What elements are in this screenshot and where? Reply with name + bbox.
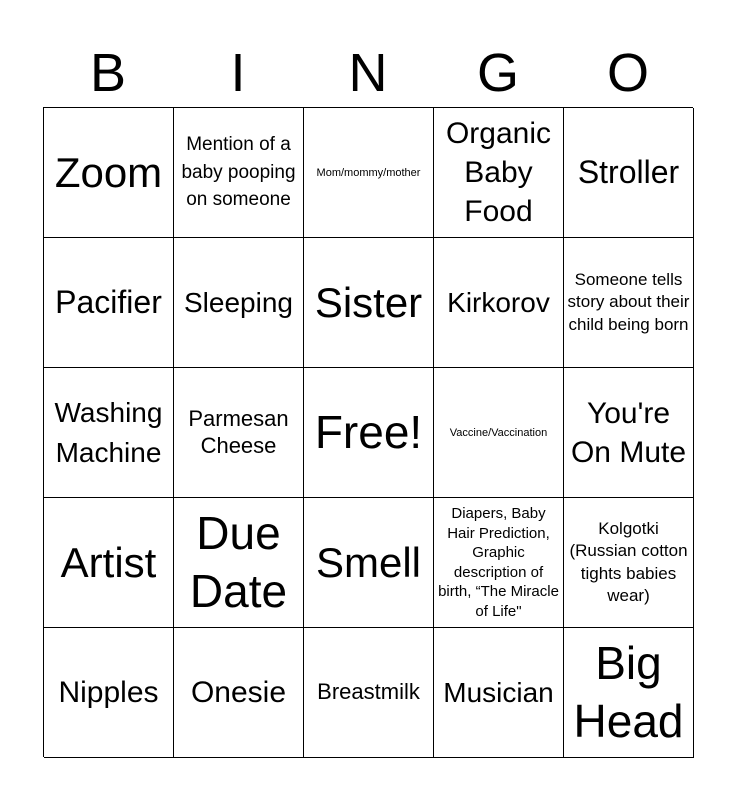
bingo-cell[interactable] [174,498,304,628]
bingo-cell[interactable] [44,108,174,238]
bingo-cell[interactable] [44,628,174,758]
cell-label: Stroller [577,154,680,190]
header-letter-n: N [348,43,388,103]
bingo-cell[interactable] [174,368,304,498]
cell-label: Kolgotki (Russian cotton tights babies wear) [569,519,688,605]
bingo-cell[interactable] [564,498,694,628]
free-space-cell[interactable] [304,368,434,498]
bingo-board [43,107,693,757]
bingo-cell[interactable] [564,368,694,498]
cell-label: Mention of a baby pooping on someone [181,134,296,211]
cell-label: Vaccine/Vaccination [449,426,548,439]
bingo-cell[interactable] [564,108,694,238]
bingo-cell[interactable] [304,498,434,628]
cell-label: Mom/mommy/mother [316,166,421,179]
bingo-cell[interactable] [304,628,434,758]
bingo-cell[interactable] [434,498,564,628]
bingo-cell[interactable] [434,108,564,238]
cell-label: Smell [315,538,422,586]
bingo-cell[interactable] [434,238,564,368]
cell-label: Sister [314,278,423,326]
cell-label: Due Date [189,507,288,617]
cell-label: Kirkorov [447,286,550,318]
header-letter-b: B [89,43,127,103]
bingo-cell[interactable] [174,108,304,238]
cell-label: Breastmilk [317,679,420,705]
bingo-cell[interactable] [434,628,564,758]
bingo-header [43,40,693,106]
cell-label: Washing Machine [54,397,163,468]
cell-label: Parmesan Cheese [188,406,289,458]
free-space-label: Free! [314,405,423,458]
cell-label: Pacifier [55,284,162,320]
cell-label: Someone tells story about their child being born [567,270,690,334]
header-letter-i: I [230,43,246,103]
cell-label: You're On Mute [570,396,687,469]
cell-label: Organic Baby Food [445,117,552,228]
bingo-cell[interactable] [44,238,174,368]
cell-label: Onesie [190,676,287,709]
bingo-cell[interactable] [564,628,694,758]
cell-label: Diapers, Baby Hair Prediction, Graphic description of birth, “The Miracle of Life" [438,505,559,620]
bingo-cell[interactable] [44,368,174,498]
bingo-cell[interactable] [174,628,304,758]
header-letter-o: O [606,43,649,103]
bingo-cell[interactable] [174,238,304,368]
bingo-cell[interactable] [304,108,434,238]
cell-label: Sleeping [184,286,293,318]
bingo-cell[interactable] [564,238,694,368]
header-letter-g: G [476,43,519,103]
cell-label: Zoom [54,148,163,196]
cell-label: Nipples [58,676,159,709]
bingo-cell[interactable] [434,368,564,498]
cell-label: Musician [443,676,554,708]
bingo-cell[interactable] [44,498,174,628]
bingo-cell[interactable] [304,238,434,368]
cell-label: Big Head [573,637,684,747]
cell-label: Artist [60,538,157,586]
